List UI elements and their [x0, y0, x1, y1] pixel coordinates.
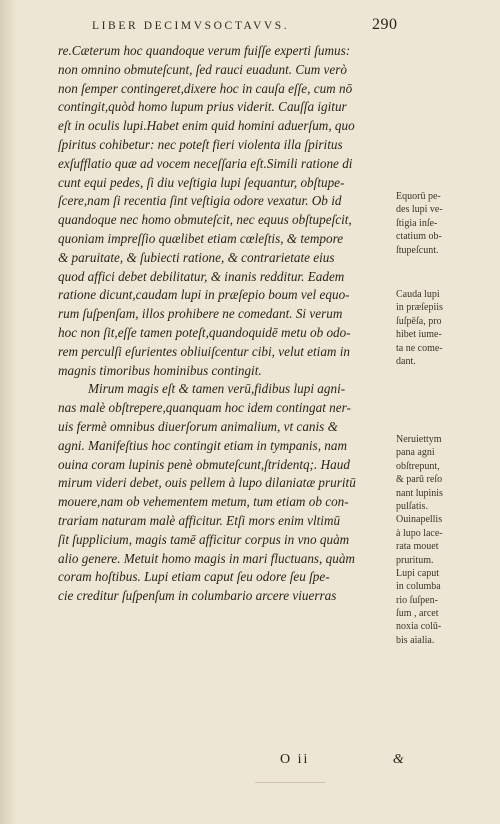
text-line: eſt in oculis lupi.Habet enim quid homini aduerſum, quo	[58, 118, 355, 134]
text-line: & paruitate, & ſubiecti ratione, & contrarietate eius	[58, 249, 335, 265]
page-header	[0, 16, 500, 40]
margin-note-line: nant lupinis	[396, 487, 443, 499]
running-head: LIBER DECIMVSOCTAVVS.	[92, 20, 290, 32]
text-line: mouere,nam ob vehementem metum, tum etiam ob con-	[58, 494, 349, 510]
text-line: mirum videri debet, ouis pellem à lupo dilaniatæ pruritū	[58, 475, 356, 491]
show-through-rule	[255, 782, 325, 783]
margin-note-line: Lupi caput	[396, 567, 440, 579]
margin-note-line: bis aialia.	[396, 634, 435, 646]
text-line: nas malè obſtrepere,quanquam hoc idem contingat ner-	[58, 400, 351, 416]
text-line: quoniam impreſſio quælibet etiam cœleſtis, & tempore	[58, 230, 344, 246]
text-line: rem perculſi eſurientes obliuiſcentur cibi, velut etiam in	[58, 343, 351, 359]
margin-note-line: Equorū pe-	[396, 191, 441, 202]
margin-note-line: ſtupeſcunt.	[396, 244, 439, 256]
text-line: cunt equi pedes, ſi diu veſtigia lupi ſequantur, obſtupe-	[58, 174, 345, 190]
margin-note-line: & parū reſo	[396, 474, 443, 486]
text-line: ſpiritus cohibetur: nec poteſt fieri violenta illa ſpiritus	[58, 136, 343, 152]
text-line: quandoque nec homo obmuteſcit, nec equus obſtupeſcit,	[58, 212, 352, 228]
text-line: rum ſuſpenſam, illos prohibere ne comedant. Si verum	[58, 306, 343, 322]
text-line: exſufflatio quæ ad vocem neceſſaria eſt.Simili ratione di	[58, 155, 353, 171]
margin-note-line: pana agni	[396, 447, 435, 459]
margin-note-strings-drums	[396, 433, 496, 647]
text-line: cie creditur ſuſpenſum in columbario arcere viuerras	[58, 588, 337, 604]
paragraph-start-line: Mirum magis eſt & tamen verū,fidibus lupi agni-	[88, 381, 346, 397]
margin-note-line: pulſatis.	[396, 500, 428, 512]
margin-note-line: Cauda lupi	[396, 289, 440, 300]
margin-note-line: obſtrepunt,	[396, 460, 440, 472]
margin-note-wolf-tail	[396, 288, 496, 368]
catchword: &	[392, 752, 406, 767]
text-line: non omnino obmuteſcunt, ſed rauci euadunt. Cum verò	[58, 61, 347, 77]
text-line: non ſemper contingeret,dixere hoc in cauſa eſſe, cum nō	[58, 80, 353, 96]
margin-note-line: Ouinapellis	[396, 514, 443, 526]
margin-note-line: in columba	[396, 581, 441, 593]
margin-note-line: ctatium ob-	[396, 231, 442, 243]
text-line: ſit ſupplicium, magis tamē afficitur corpus in vno quàm	[58, 531, 350, 547]
text-line: ſcere,nam ſi recentia ſint veſtigia odore vexatur. Ob id	[58, 193, 342, 209]
margin-note-line: in præſepiis	[396, 302, 443, 314]
margin-note-line: ta ne come-	[396, 342, 443, 354]
text-line: re.Cæterum hoc quandoque verum fuiſſe experti ſumus:	[58, 43, 351, 58]
margin-note-line: dant.	[396, 355, 416, 367]
margin-note-horses	[396, 190, 496, 257]
margin-note-line: des lupi ve-	[396, 204, 443, 216]
main-text-block	[58, 42, 388, 606]
margin-note-line: ſtigia inſe-	[396, 217, 438, 229]
margin-note-line: hibet iume-	[396, 329, 442, 341]
text-line: trariam naturam malè afficitur. Etſi mors enim vltimū	[58, 512, 341, 528]
text-line: quod affici debet debilitatur, & inanis redditur. Eadem	[58, 268, 345, 284]
text-line: contingit,quòd homo lupum prius viderit. Cauſſa igitur	[58, 99, 347, 115]
text-line: ouina coram lupinis penè obmuteſcunt,ſtridentq;. Haud	[58, 456, 350, 472]
text-line: coram hoſtibus. Lupi etiam caput ſeu odore ſeu ſpe-	[58, 569, 330, 585]
margin-note-line: ſuſpēſa, pro	[396, 315, 442, 327]
text-line: ratione dicunt,caudam lupi in præſepio boum vel equo-	[58, 287, 350, 303]
page-gutter-shadow	[0, 0, 18, 824]
margin-note-line: rio ſuſpen-	[396, 594, 438, 606]
margin-note-line: noxia colū-	[396, 621, 442, 633]
margin-note-line: pruritum.	[396, 554, 434, 566]
margin-note-line: rata mouet	[396, 541, 439, 553]
text-line: agni. Manifeſtius hoc contingit etiam in tympanis, nam	[58, 437, 347, 453]
margin-note-line: à lupo lace-	[396, 527, 443, 539]
margin-note-line: Neruiettym	[396, 434, 442, 445]
text-line: magnis timoribus hominibus contingit.	[58, 362, 262, 378]
page-number: 290	[372, 16, 398, 33]
margin-note-line: ſum , arcet	[396, 608, 439, 620]
catchline	[280, 752, 406, 768]
signature-mark: O ii	[280, 752, 310, 767]
text-line: hoc non ſit,eſſe tamen poteſt,quandoquidē metu ob odo-	[58, 324, 351, 340]
text-line: alio genere. Metuit homo magis in mari fluctuans, quàm	[58, 550, 355, 566]
text-line: uis fermè omnibus diuerſorum animalium, vt canis &	[58, 418, 338, 434]
